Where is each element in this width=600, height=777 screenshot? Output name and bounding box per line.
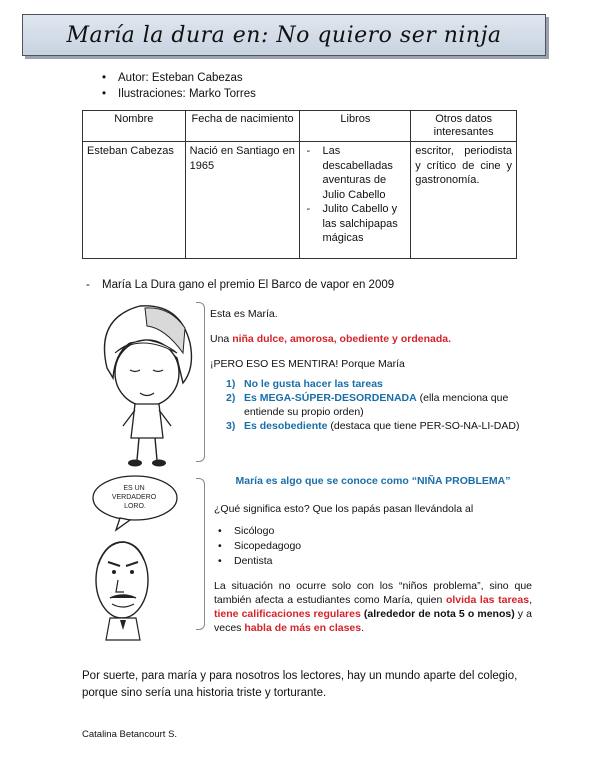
author-table	[82, 110, 517, 259]
list-item: • Sicopedagogo	[214, 539, 532, 554]
bubble-line-1: ES UN	[123, 485, 145, 492]
title-banner	[22, 14, 546, 56]
table-header-row	[83, 111, 517, 142]
table-row	[83, 142, 517, 259]
list-item: 3) Es desobediente (destaca que tiene PER-SO-NA-LI-DAD)	[226, 420, 520, 432]
list-item: • Dentista	[214, 554, 532, 569]
maria-illustration	[85, 298, 200, 473]
list-item: • Sicólogo	[214, 524, 532, 539]
cell-books	[300, 142, 411, 259]
book-item: - Julito Cabello y las salchipapas mágicas	[306, 202, 406, 246]
desc-highlight: niña dulce, amorosa, obediente y ordenada.	[232, 333, 451, 345]
footer-author: Catalina Betancourt S.	[82, 729, 178, 740]
bubble-line-2: VERDADERO	[111, 494, 157, 501]
teacher-illustration	[80, 470, 200, 645]
question-line: ¿Qué significa esto? Que los papás pasan llevándola al	[214, 503, 474, 515]
desc-line: Una niña dulce, amorosa, obediente y ordenada.	[210, 333, 451, 345]
illustrator-line: • Ilustraciones: Marko Torres	[102, 86, 256, 102]
visits-list	[214, 524, 532, 569]
closing-paragraph: Por suerte, para maría y para nosotros los lectores, hay un mundo aparte del colegio, porque sino sería una historia triste y torturante.	[82, 670, 518, 699]
award-line: - María La Dura gano el premio El Barco de vapor en 2009	[102, 279, 394, 291]
but-line: ¡PERO ESO ES MENTIRA! Porque María	[210, 358, 405, 370]
table-header: Fecha de nacimiento	[185, 111, 300, 142]
list-item: 2) Es MEGA-SÚPER-DESORDENADA (ella menciona que entiende su propio orden)	[226, 392, 509, 418]
cell-birth: Nació en Santiago en 1965	[185, 142, 300, 259]
trait-list	[210, 377, 530, 433]
book-item: - Las descabelladas aventuras de Julio Cabello	[306, 144, 406, 202]
table-header: Otros datos interesantes	[411, 111, 517, 142]
table-header: Nombre	[83, 111, 186, 142]
brace-2	[196, 478, 205, 630]
bubble-line-3: LORO.	[124, 503, 146, 510]
intro-line: Esta es María.	[210, 308, 278, 320]
meta-list	[102, 70, 256, 102]
maria-description	[210, 308, 530, 433]
cell-name: Esteban Cabezas	[83, 142, 186, 259]
author-line: • Autor: Esteban Cabezas	[102, 70, 256, 86]
list-item: 1) No le gusta hacer las tareas	[226, 378, 383, 390]
brace-1	[196, 302, 205, 462]
table-header: Libros	[300, 111, 411, 142]
problem-section	[214, 474, 532, 645]
section-heading: María es algo que se conoce como “NIÑA PROBLEMA”	[235, 475, 511, 487]
situation-paragraph: La situación no ocurre solo con los “niños problema”, sino que también afecta a estudiantes como María, quien olvida las tareas, tiene calificaciones regulares (alrededor de nota 5 o menos) y a veces habla de más en clases.	[214, 580, 532, 634]
cell-other: escritor, periodista y crítico de cine y gastronomía.	[411, 142, 517, 259]
page-title: María la dura en: No quiero ser ninja	[66, 22, 502, 48]
